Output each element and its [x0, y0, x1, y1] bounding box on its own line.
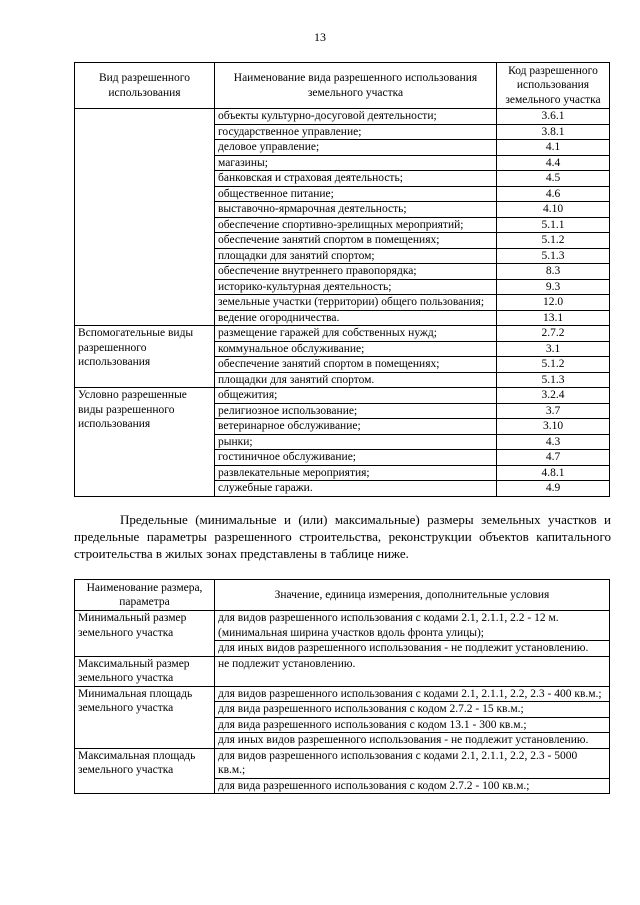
header-use-type: Вид разрешенного использования — [75, 63, 215, 109]
header-parameter-name: Наименование размера, параметра — [75, 580, 215, 611]
use-code-cell: 4.10 — [497, 202, 610, 218]
parameter-value-cell: не подлежит установлению. — [215, 656, 610, 686]
use-name-cell: обеспечение занятий спортом в помещениях; — [215, 233, 497, 249]
use-name-cell: историко-культурная деятельность; — [215, 279, 497, 295]
use-category-label: Вспомогательные виды разрешенного использования — [75, 326, 215, 388]
parameter-value-cell: для видов разрешенного использования с кодами 2.1, 2.1.1, 2.2, 2.3 - 400 кв.м.; — [215, 686, 610, 702]
parameter-name-cell: Минимальный размер земельного участка — [75, 611, 215, 657]
use-name-cell: деловое управление; — [215, 140, 497, 156]
use-code-cell: 8.3 — [497, 264, 610, 280]
page-number: 13 — [314, 30, 326, 44]
use-code-cell: 5.1.3 — [497, 372, 610, 388]
header-use-name: Наименование вида разрешенного использования земельного участка — [215, 63, 497, 109]
use-name-cell: ведение огородничества. — [215, 310, 497, 326]
use-code-cell: 4.8.1 — [497, 465, 610, 481]
permitted-use-table — [74, 62, 610, 497]
use-category-label — [75, 109, 215, 326]
use-code-cell: 4.4 — [497, 155, 610, 171]
use-name-cell: обеспечение спортивно-зрелищных мероприятий; — [215, 217, 497, 233]
use-name-cell: общежития; — [215, 388, 497, 404]
table-row — [75, 611, 610, 641]
use-code-cell: 5.1.1 — [497, 217, 610, 233]
use-code-cell: 3.10 — [497, 419, 610, 435]
use-code-cell: 4.5 — [497, 171, 610, 187]
use-code-cell: 4.6 — [497, 186, 610, 202]
use-name-cell: банковская и страховая деятельность; — [215, 171, 497, 187]
use-code-cell: 5.1.2 — [497, 233, 610, 249]
table-header-row — [75, 580, 610, 611]
parameter-name-cell: Максимальная площадь земельного участка — [75, 748, 215, 794]
use-name-cell: религиозное использование; — [215, 403, 497, 419]
intro-paragraph: Предельные (минимальные и (или) максимальные) размеры земельных участков и предельные параметры разрешенного строительства, реконструкции объектов капитального строительства в жилых зонах представлены в таблице ниже. — [74, 512, 611, 561]
use-name-cell: служебные гаражи. — [215, 481, 497, 497]
use-name-cell: земельные участки (территории) общего пользования; — [215, 295, 497, 311]
use-name-cell: размещение гаражей для собственных нужд; — [215, 326, 497, 342]
use-name-cell: обеспечение внутреннего правопорядка; — [215, 264, 497, 280]
table-row — [75, 748, 610, 778]
use-name-cell: площадки для занятий спортом; — [215, 248, 497, 264]
use-code-cell: 4.7 — [497, 450, 610, 466]
use-name-cell: ветеринарное обслуживание; — [215, 419, 497, 435]
parameter-value-cell: для иных видов разрешенного использования - не подлежит установлению. — [215, 733, 610, 749]
parameter-value-cell: для вида разрешенного использования с кодом 2.7.2 - 100 кв.м.; — [215, 778, 610, 794]
table-row — [75, 656, 610, 686]
use-code-cell: 2.7.2 — [497, 326, 610, 342]
table-row — [75, 109, 610, 125]
use-code-cell: 3.8.1 — [497, 124, 610, 140]
use-code-cell: 12.0 — [497, 295, 610, 311]
use-name-cell: коммунальное обслуживание; — [215, 341, 497, 357]
parameter-name-cell: Максимальный размер земельного участка — [75, 656, 215, 686]
use-category-label: Условно разрешенные виды разрешенного использования — [75, 388, 215, 497]
use-name-cell: площадки для занятий спортом. — [215, 372, 497, 388]
header-parameter-value: Значение, единица измерения, дополнительные условия — [215, 580, 610, 611]
use-code-cell: 3.6.1 — [497, 109, 610, 125]
use-name-cell: выставочно-ярмарочная деятельность; — [215, 202, 497, 218]
header-use-code: Код разрешенного использования земельного участка — [497, 63, 610, 109]
use-code-cell: 13.1 — [497, 310, 610, 326]
use-name-cell: гостиничное обслуживание; — [215, 450, 497, 466]
use-code-cell: 3.1 — [497, 341, 610, 357]
use-code-cell: 3.2.4 — [497, 388, 610, 404]
use-code-cell: 4.1 — [497, 140, 610, 156]
parameter-value-cell: для видов разрешенного использования с кодами 2.1, 2.1.1, 2.2 - 12 м. (минимальная ширина участков вдоль фронта улицы); — [215, 611, 610, 641]
table-header-row — [75, 63, 610, 109]
use-code-cell: 3.7 — [497, 403, 610, 419]
table-row — [75, 686, 610, 702]
table-row — [75, 388, 610, 404]
use-name-cell: магазины; — [215, 155, 497, 171]
use-name-cell: государственное управление; — [215, 124, 497, 140]
use-code-cell: 4.3 — [497, 434, 610, 450]
table-row — [75, 326, 610, 342]
use-name-cell: объекты культурно-досуговой деятельности; — [215, 109, 497, 125]
use-name-cell: общественное питание; — [215, 186, 497, 202]
parameter-value-cell: для вида разрешенного использования с кодом 13.1 - 300 кв.м.; — [215, 717, 610, 733]
use-code-cell: 5.1.2 — [497, 357, 610, 373]
use-code-cell: 5.1.3 — [497, 248, 610, 264]
parameter-name-cell: Минимальная площадь земельного участка — [75, 686, 215, 748]
use-name-cell: развлекательные мероприятия; — [215, 465, 497, 481]
use-name-cell: рынки; — [215, 434, 497, 450]
parameters-table — [74, 579, 610, 794]
use-code-cell: 9.3 — [497, 279, 610, 295]
use-code-cell: 4.9 — [497, 481, 610, 497]
parameter-value-cell: для видов разрешенного использования с кодами 2.1, 2.1.1, 2.2, 2.3 - 5000 кв.м.; — [215, 748, 610, 778]
parameter-value-cell: для вида разрешенного использования с кодом 2.7.2 - 15 кв.м.; — [215, 702, 610, 718]
parameter-value-cell: для иных видов разрешенного использования - не подлежит установлению. — [215, 641, 610, 657]
use-name-cell: обеспечение занятий спортом в помещениях; — [215, 357, 497, 373]
